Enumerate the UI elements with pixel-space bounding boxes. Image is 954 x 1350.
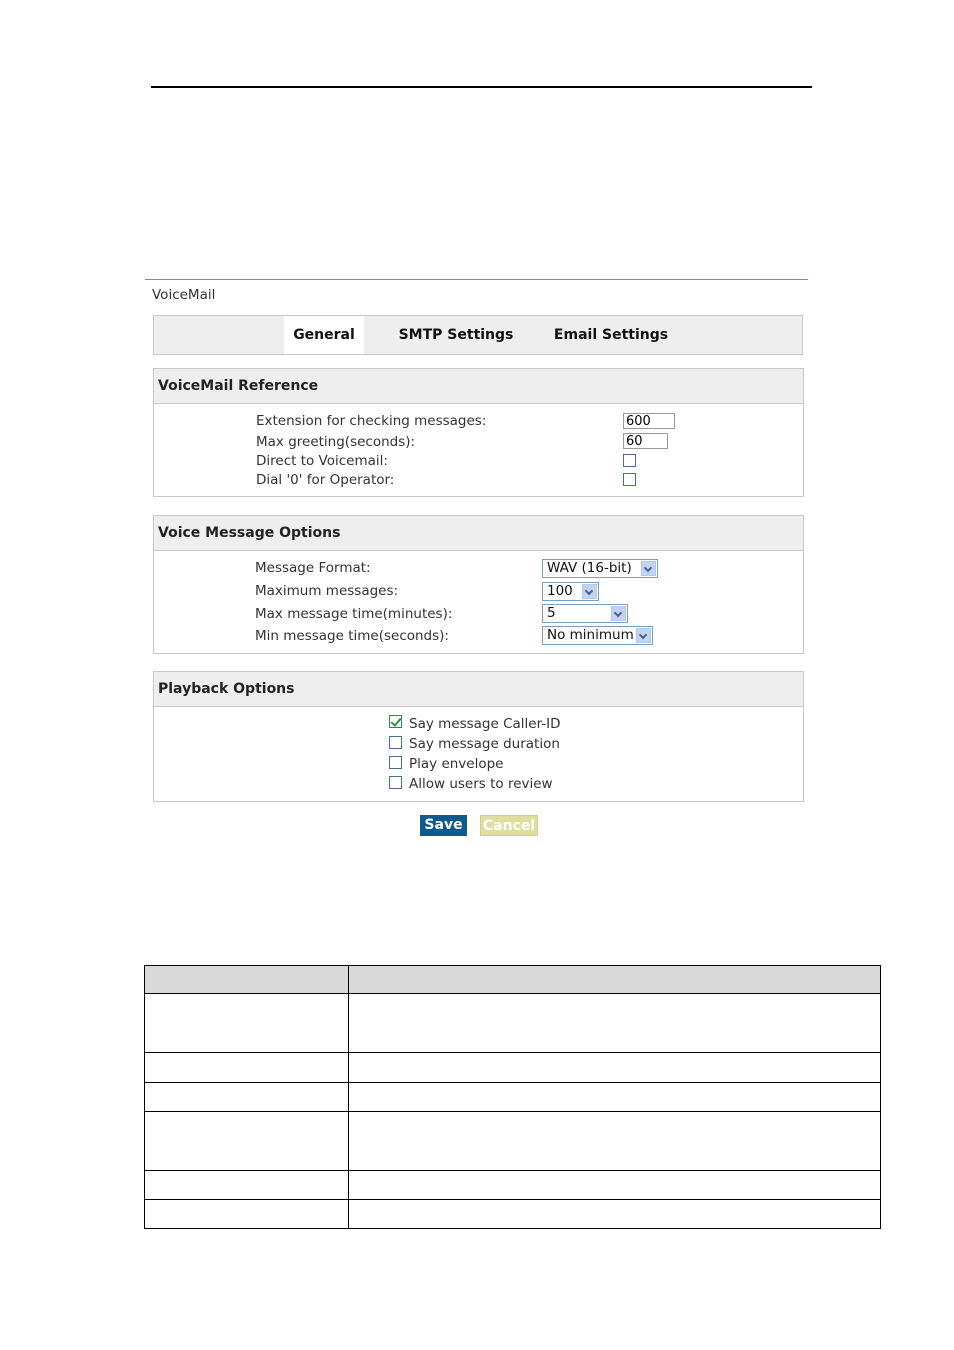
play-envelope-label: Play envelope [409,756,504,772]
save-button[interactable]: Save [420,815,467,836]
tab-bar [153,315,803,355]
dial-operator-label: Dial '0' for Operator: [256,472,395,488]
max-greeting-input[interactable] [623,433,668,449]
extension-input[interactable] [623,413,675,429]
document-top-rule [151,86,812,88]
playback-options-panel [153,671,804,802]
table-row [145,1112,881,1171]
description-table [144,965,881,1229]
max-greeting-label: Max greeting(seconds): [256,434,416,450]
voice-message-options-header: Voice Message Options [154,516,803,551]
table-row [145,1053,881,1083]
dial-operator-checkbox[interactable] [623,473,636,486]
table-cell [145,1171,349,1200]
playback-options-header: Playback Options [154,672,803,707]
say-duration-checkbox[interactable] [389,736,402,749]
extension-label: Extension for checking messages: [256,413,487,429]
table-cell [145,994,349,1053]
maximum-messages-select[interactable] [542,582,599,601]
min-message-time-select[interactable] [542,626,653,645]
page-title: VoiceMail [152,287,216,303]
chevron-down-icon [641,561,656,576]
direct-to-voicemail-label: Direct to Voicemail: [256,453,388,469]
voicemail-reference-panel [153,368,804,497]
table-cell [145,1053,349,1083]
table-cell [145,1083,349,1112]
voice-message-options-panel [153,515,804,654]
tab-email-settings[interactable]: Email Settings [553,327,669,343]
maximum-messages-value: 100 [547,583,573,599]
direct-to-voicemail-checkbox[interactable] [623,454,636,467]
max-message-time-select[interactable] [542,604,628,623]
tab-general[interactable]: General [284,316,364,354]
say-caller-id-label: Say message Caller-ID [409,716,561,732]
message-format-label: Message Format: [255,560,371,576]
table-row [145,1200,881,1229]
table-cell [349,1053,881,1083]
table-cell [349,1171,881,1200]
table-header-row [145,966,881,994]
table-cell [145,1200,349,1229]
allow-review-checkbox[interactable] [389,776,402,789]
message-format-select[interactable] [542,559,658,578]
table-row [145,994,881,1053]
table-cell [349,994,881,1053]
chevron-down-icon [582,584,597,599]
max-message-time-label: Max message time(minutes): [255,606,453,622]
table-header-cell [145,966,349,994]
table-cell [349,1200,881,1229]
maximum-messages-label: Maximum messages: [255,583,399,599]
min-message-time-label: Min message time(seconds): [255,628,449,644]
max-message-time-value: 5 [547,605,556,621]
cancel-button[interactable]: Cancel [480,815,538,836]
min-message-time-value: No minimum [547,627,634,643]
say-caller-id-checkbox[interactable] [389,715,402,728]
chevron-down-icon [611,606,626,621]
allow-review-label: Allow users to review [409,776,553,792]
page-header-rule [145,279,808,280]
say-duration-label: Say message duration [409,736,560,752]
play-envelope-checkbox[interactable] [389,756,402,769]
tab-smtp-settings[interactable]: SMTP Settings [398,327,514,343]
table-cell [145,1112,349,1171]
chevron-down-icon [636,628,651,643]
table-cell [349,1112,881,1171]
table-cell [349,1083,881,1112]
table-header-cell [349,966,881,994]
voicemail-reference-header: VoiceMail Reference [154,369,803,404]
table-row [145,1171,881,1200]
message-format-value: WAV (16-bit) [547,560,632,576]
table-row [145,1083,881,1112]
